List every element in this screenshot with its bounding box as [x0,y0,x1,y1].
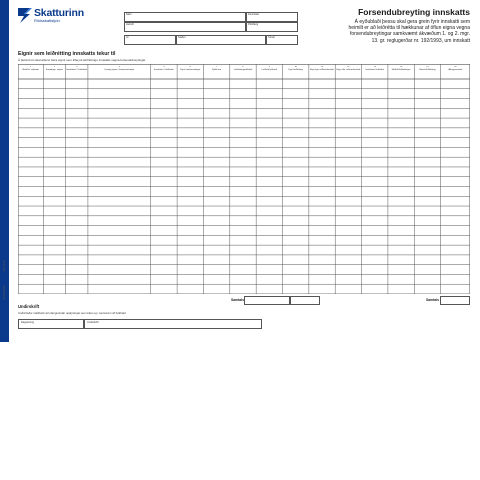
column-number: 6 [189,66,191,68]
column-number: 9 [268,66,270,68]
column-header-14 [388,66,413,78]
column-header-2 [44,66,65,78]
column-header-5 [151,66,176,78]
place-label: Staður [178,36,186,39]
column-label: Athugasemdir [448,68,463,71]
column-header-12 [336,66,361,78]
total-box-left-2[interactable] [290,296,320,305]
form-title: Forsendubreyting innskatts [358,7,470,17]
date-field[interactable] [18,319,84,329]
column-header-13 [362,66,387,78]
assets-table [18,64,470,294]
logo-tagline: Ríkisskattstjóri [34,18,60,23]
column-header-1 [19,66,43,78]
signature-label: Undirskrift [87,321,99,324]
column-number: 3 [76,66,78,68]
column-header-4 [88,66,150,78]
column-header-16 [441,66,469,78]
signature-note: Undirritaður staðfestir að ofangreindar upplýsingar séu réttar og í samræmi við bókhald [18,311,126,315]
column-label: Fjöldi ára [212,68,222,71]
column-label: Eign fyrir virðisaukaskatt [310,68,334,71]
column-label: Innskattur / Frádráttur [66,68,88,71]
print-label: Prentað 2023 [3,285,6,300]
column-header-6 [178,66,203,78]
column-number: 2 [53,66,56,68]
column-header-7 [204,66,229,78]
column-label: Kaupdags. eignar [45,68,64,71]
place-field[interactable] [176,35,266,45]
column-label: Heimil leiðrétting [419,68,436,71]
column-header-11 [309,66,334,78]
column-number: 14 [399,66,403,68]
column-label: Eign eftir virðisaukaskatt [336,68,361,71]
column-number: 12 [347,66,350,68]
column-label: Nafn/kt. seljanda [22,68,39,71]
column-number: 8 [242,66,244,68]
section-title: Eignir sem leiðrétting innskatts tekur til [18,51,116,57]
assets-table-lines [18,64,470,294]
name-label: Nafn [126,13,132,16]
column-header-3 [66,66,87,78]
column-header-8 [230,66,255,78]
column-number: 4 [118,66,120,68]
signature-field[interactable] [84,319,262,329]
column-number: 1 [30,66,32,68]
year-field[interactable] [124,35,176,45]
form-code-label: RSK 10.26 [3,260,6,272]
column-label: Leiðrétt fjárhæð [261,68,277,71]
column-header-9 [257,66,282,78]
column-label: Innskattur leiðréttur [365,68,385,71]
column-number: 10 [294,66,297,68]
column-label: Leiðréttingarhlutfall [233,68,253,71]
name-field[interactable] [124,12,246,22]
column-label: Innskattur / leiðréttur [153,68,174,71]
total-box-right[interactable] [440,296,470,305]
section-note: Á þetta form skal aðeins færa eignir sem tilheyra leiðréttingu innskatts vegna forsendubreytingar [18,58,146,62]
signature-title: Undirskrift [18,304,40,309]
column-number: 13 [373,66,376,68]
address-field[interactable] [124,22,246,32]
ssn-label: Kennitala [248,13,259,16]
column-label: Fyrri leiðrétting [288,68,303,71]
form-intro: Á eyðublaði þessu skal gera grein fyrir innskatti sem heimilt er að leiðrétta til hækkunar af öflun eigna vegna forsendubreytingar samkvæmt ákvæðum 1. og 2. mgr. 13. gr. reglugerðar nr. 192/1993, um innskatt [348,19,470,44]
total-label-right: Samtals [426,298,440,302]
column-number: 11 [320,66,324,68]
date-label: Dagsetning [21,321,35,324]
address-label: Heimili [126,23,134,26]
year-label: Ár [126,36,129,39]
total-box-left-1[interactable] [244,296,290,305]
total-label-left: Samtals [231,298,245,302]
postcode-label: Póstfang [248,23,259,26]
column-number: 7 [216,66,218,68]
logo-name: Skatturinn [34,7,84,19]
column-header-10 [283,66,308,78]
column-header-15 [415,66,440,78]
column-number: 15 [426,66,429,68]
phone-label: Símar [268,36,275,39]
column-label: Fyrsti notkunardagur [180,68,201,71]
column-number: 5 [163,66,165,68]
column-label: Hlutfall leiðréttingar [391,68,411,71]
column-number: 16 [454,66,457,68]
column-label: Lýsing eignar / kaupsamningur [104,68,135,71]
